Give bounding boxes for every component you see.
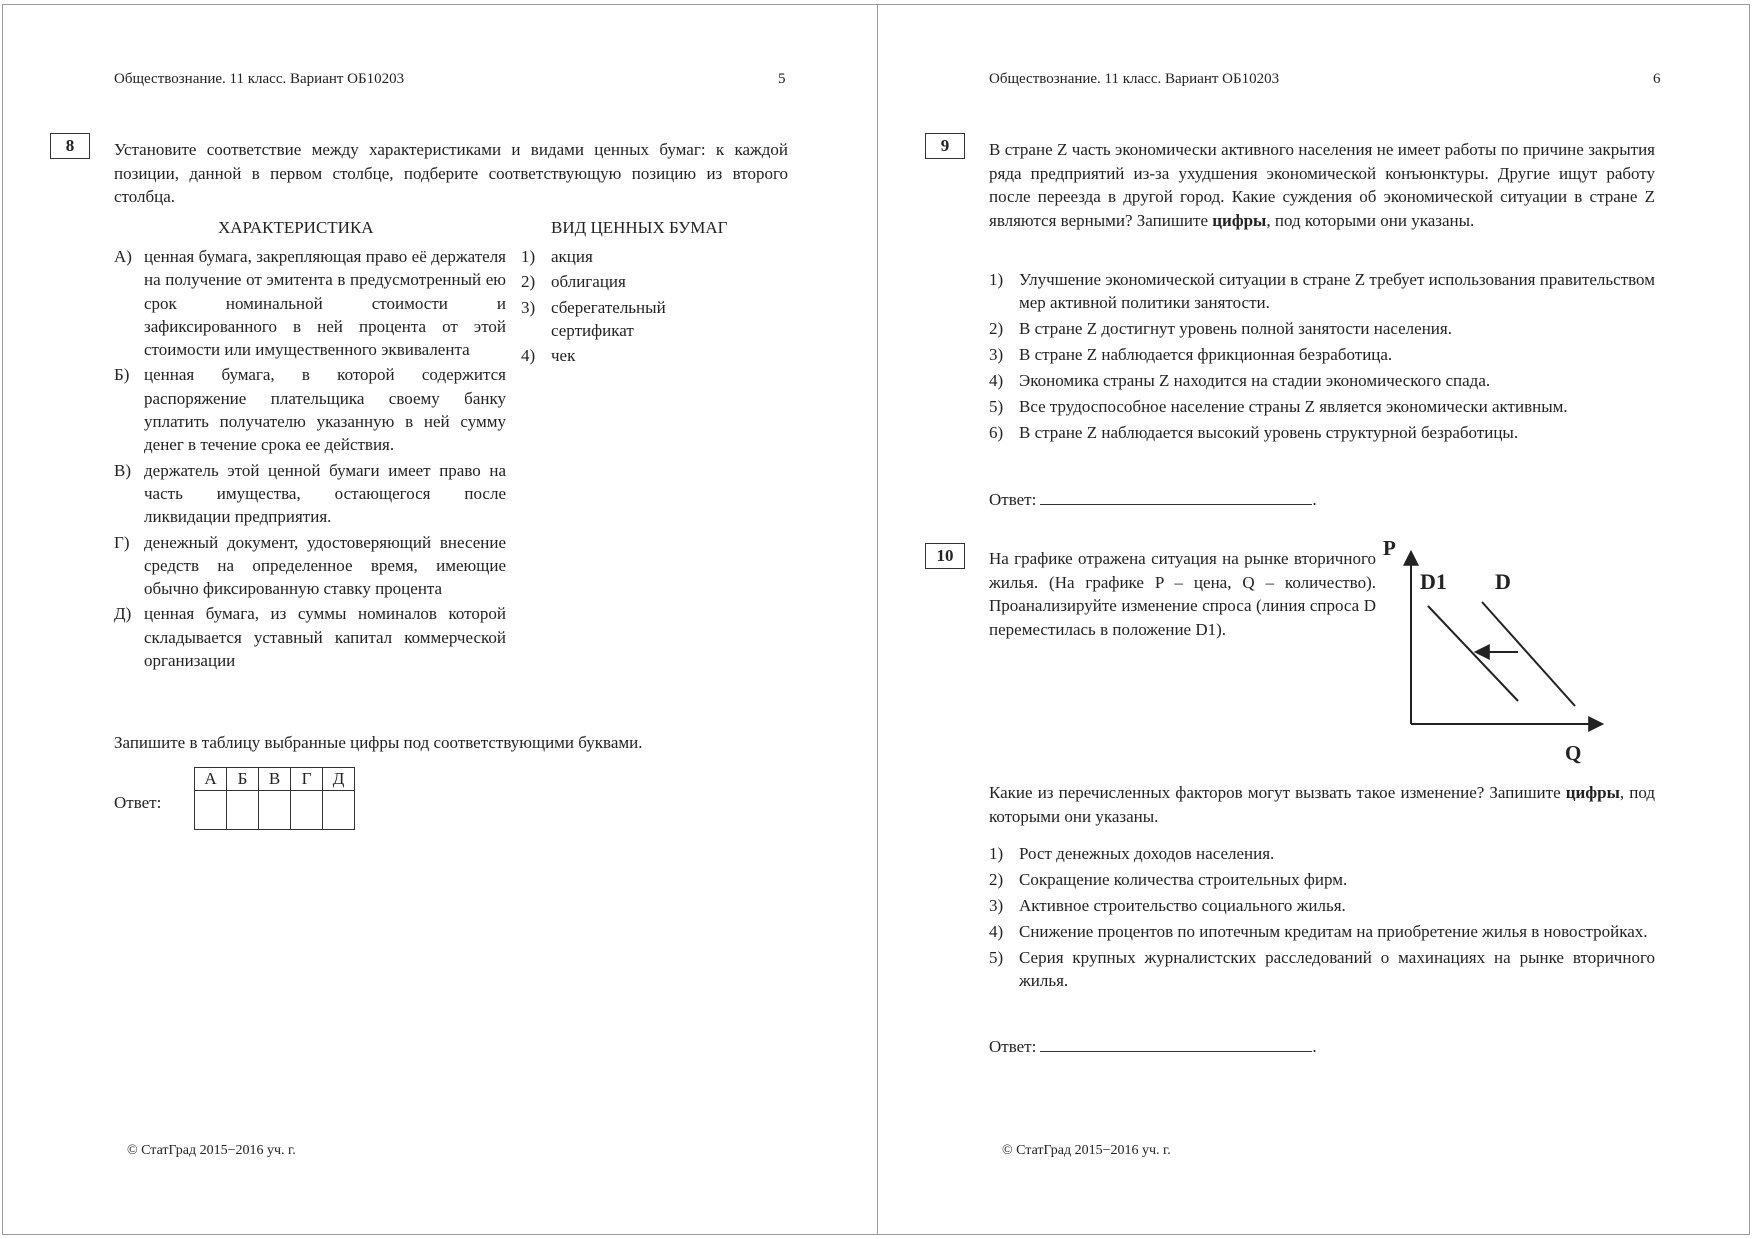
option-number: 2) (989, 319, 1004, 338)
security-types-list (521, 245, 721, 369)
q9-text-tail: , под которыми они указаны. (1266, 210, 1475, 230)
answer-end: . (1312, 490, 1317, 509)
option-text: Серия крупных журналистских расследований о махинациях на рынке вторичного жилья. (1019, 948, 1655, 990)
q9-option (989, 268, 1655, 314)
q9-text-bold: цифры (1212, 210, 1267, 230)
q9-text (989, 138, 1655, 232)
option-number: 6) (989, 423, 1004, 442)
option-text: Снижение процентов по ипотечным кредитам на приобретение жилья в новостройках. (1019, 922, 1648, 941)
q10-question (989, 781, 1655, 828)
item-letter: В) (114, 460, 131, 480)
security-types-column-header: ВИД ЦЕННЫХ БУМАГ (551, 218, 728, 237)
answer-cell-g[interactable] (291, 791, 323, 830)
characteristics-column-header: ХАРАКТЕРИСТИКА (218, 218, 374, 237)
answer-cell-b[interactable] (227, 791, 259, 830)
q10-answer-field[interactable] (1040, 1035, 1312, 1052)
item-text: чек (551, 346, 576, 366)
answer-cell-a[interactable] (195, 791, 227, 830)
page-left (2, 4, 878, 1235)
table-instruction: Запишите в таблицу выбранные цифры под соответствующими буквами. (114, 733, 643, 752)
page-right (878, 4, 1750, 1235)
item-number: 1) (521, 247, 536, 266)
characteristic-item-a (114, 245, 506, 361)
option-number: 2) (989, 870, 1004, 889)
item-text: ценная бумага, в которой содержится распоряжение плательщика своему банку уплатить получателю указанную в ней сумму денег в течение срока ее действия. (144, 365, 506, 455)
y-axis-label: P (1383, 536, 1396, 560)
option-text: Улучшение экономической ситуации в стране Z требует использования правительством мер активной политики занятости. (1019, 270, 1655, 312)
answer-table-input-row (195, 791, 355, 830)
d-label: D (1495, 569, 1511, 594)
item-number: 4) (521, 346, 536, 366)
question-number-9: 9 (925, 133, 965, 159)
option-number: 3) (989, 345, 1004, 364)
page-header-title: Обществознание. 11 класс. Вариант ОБ10203 (989, 71, 1280, 87)
demand-shift-graph (1383, 535, 1623, 770)
q8-instruction: Установите соответствие между характеристиками и видами ценных бумаг: к каждой позиции, данной в первом столбце, подберите соответствующую позицию из второго столбца. (114, 140, 788, 206)
demand-line-d (1482, 602, 1575, 706)
item-text: денежный документ, удостоверяющий внесение средств на определенное время, имеющие обычно фиксированную ставку процента (144, 532, 506, 599)
answer-cell-d[interactable] (323, 791, 355, 830)
page-footer-copyright: © СтатГрад 2015−2016 уч. г. (1002, 1143, 1171, 1158)
item-text: сберегательный сертификат (551, 297, 666, 340)
option-text: Сокращение количества строительных фирм. (1019, 870, 1348, 889)
security-type-item (521, 245, 721, 268)
option-number: 1) (989, 844, 1004, 863)
item-text: ценная бумага, закрепляющая право её держателя на получение от эмитента в предусмотренный ею срок номинальной стоимости и зафиксированного в ней процента от этой стоимости или имущественного эквивалента (144, 247, 506, 360)
q9-answer-field[interactable] (1040, 488, 1312, 505)
security-type-item (521, 344, 721, 367)
option-number: 1) (989, 270, 1004, 289)
answer-table (194, 767, 355, 830)
characteristics-list (114, 245, 506, 674)
option-number: 5) (989, 948, 1004, 967)
option-text: В стране Z наблюдается фрикционная безработица. (1019, 345, 1393, 364)
q10-question-bold: цифры (1565, 783, 1620, 802)
demand-line-d1 (1428, 606, 1518, 701)
option-text: Рост денежных доходов населения. (1019, 844, 1275, 863)
item-number: 3) (521, 297, 536, 317)
q10-option (989, 946, 1655, 992)
answer-table-letter: Г (291, 768, 323, 791)
q10-answer-line (989, 1035, 1317, 1057)
option-text: Экономика страны Z находится на стадии экономического спада. (1019, 371, 1491, 390)
option-text: Активное строительство социального жилья. (1019, 896, 1346, 915)
answer-table-letter: А (195, 768, 227, 791)
answer-cell-v[interactable] (259, 791, 291, 830)
item-letter: Б) (114, 365, 130, 385)
answer-label: Ответ: (114, 793, 162, 812)
q10-question-main: Какие из перечисленных факторов могут вызвать такое изменение? Запишите (989, 783, 1561, 802)
item-letter: А) (114, 247, 132, 266)
option-text: В стране Z достигнут уровень полной занятости населения. (1019, 319, 1452, 338)
characteristic-item-g (114, 531, 506, 601)
q9-options (989, 268, 1655, 447)
page-number: 5 (778, 71, 786, 87)
q10-question-tail: , под которыми они указаны. (989, 783, 1655, 826)
page-number: 6 (1653, 71, 1661, 87)
item-letter: Д) (114, 604, 132, 624)
q9-text-main: В стране Z часть экономически активного населения не имеет работы по причине закрытия ряда предприятий из-за ухудшения экономической конъюнктуры. Другие ищут работу после переезда в другой город. Какие суждения об экономической ситуации в стране Z являются верными? Запишите (989, 140, 1655, 230)
item-number: 2) (521, 272, 536, 292)
q9-option (989, 343, 1655, 366)
answer-table-letter: Д (323, 768, 355, 791)
option-number: 4) (989, 922, 1004, 941)
item-text: держатель этой ценной бумаги имеет право на часть имущества, остающегося после ликвидации предприятия. (144, 460, 506, 527)
q10-option (989, 920, 1655, 943)
option-text: В стране Z наблюдается высокий уровень структурной безработицы. (1019, 423, 1519, 442)
question-number-10: 10 (925, 543, 965, 569)
q9-option (989, 421, 1655, 444)
q10-text: На графике отражена ситуация на рынке вторичного жилья. (На графике P – цена, Q – количество). Проанализируйте изменение спроса (линия спроса D переместилась в положение D1). (989, 549, 1376, 639)
answer-table-letter: В (259, 768, 291, 791)
item-text: ценная бумага, из суммы номиналов которой складывается уставный капитал коммерческой организации (144, 604, 506, 671)
security-type-item (521, 270, 721, 293)
q9-option (989, 317, 1655, 340)
page-header-title: Обществознание. 11 класс. Вариант ОБ10203 (114, 71, 405, 87)
q9-option (989, 369, 1655, 392)
characteristic-item-v (114, 459, 506, 529)
characteristic-item-b (114, 363, 506, 456)
d1-label: D1 (1420, 569, 1447, 594)
answer-label: Ответ: (989, 1037, 1037, 1056)
option-number: 3) (989, 896, 1004, 915)
page-footer-copyright: © СтатГрад 2015−2016 уч. г. (127, 1143, 296, 1158)
option-number: 4) (989, 371, 1004, 390)
question-number-8: 8 (50, 133, 90, 159)
characteristic-item-d (114, 602, 506, 672)
option-number: 5) (989, 397, 1004, 416)
q9-answer-line (989, 488, 1317, 510)
answer-table-letter: Б (227, 768, 259, 791)
item-text: акция (551, 247, 593, 266)
answer-table-header-row (195, 768, 355, 791)
x-axis-label: Q (1565, 741, 1582, 765)
q10-option (989, 842, 1655, 865)
q10-option (989, 868, 1655, 891)
q9-option (989, 395, 1655, 418)
option-text: Все трудоспособное население страны Z является экономически активным. (1019, 397, 1568, 416)
q10-options (989, 842, 1655, 995)
answer-end: . (1312, 1037, 1317, 1056)
security-type-item (521, 296, 721, 343)
answer-label: Ответ: (989, 490, 1037, 509)
item-text: облигация (551, 272, 626, 292)
q10-option (989, 894, 1655, 917)
item-letter: Г) (114, 532, 130, 552)
